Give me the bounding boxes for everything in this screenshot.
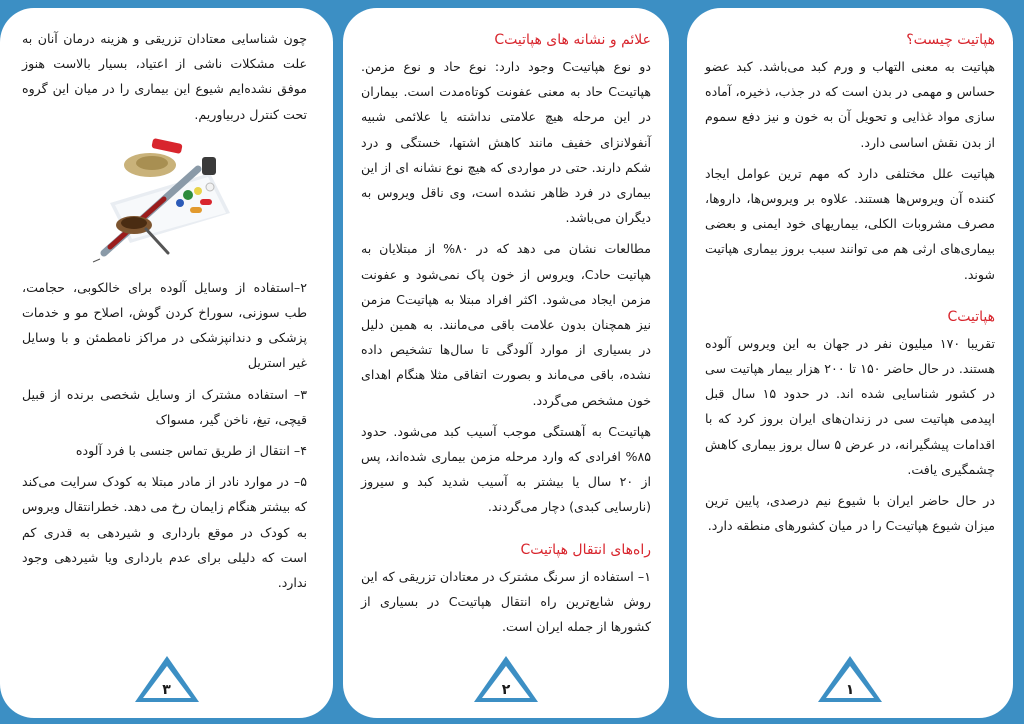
paragraph: هپاتیتC به آهستگی موجب آسیب کبد می‌شود. حدود ۸۵% افرادی که وارد مرحله مزمن بیماری شده‌اند، پس از ۲۰ سال یا بیشتر به آسیب شدید کبد و سیروز (نارسایی کبدی) دچار می‌گردند. [361, 423, 651, 515]
paragraph: دو نوع هپاتیتC وجود دارد: نوع حاد و نوع مزمن. هپاتیتC حاد به معنی عفونت کوتاه‌مدت است. بیماران در این مرحله هیچ علامتی نداشته یا علائمی شبیه آنفولانزای خفیف مانند کاهش اشتها، خستگی و درد شکم دارند. حتی در مواردی که هیچ نوع نشانه ای از این بیماری در فرد ظاهر نشده است، وی ناقل ویروس به دیگران می‌باشد. [361, 59, 651, 226]
page-number-badge [470, 652, 542, 704]
paragraph: ۱– استفاده از سرنگ مشترک در معتادان تزریقی که این روش شایع‌ترین راه انتقال هپاتیتC در بسیاری از کشورها از جمله ایران است. [361, 568, 651, 635]
panel-3-content [22, 26, 307, 601]
heading-symptoms: علائم و نشانه های هپاتیتC [494, 32, 651, 48]
page-number: ۳ [162, 682, 171, 698]
paragraph: چون شناسایی معتادان تزریقی و هزینه درمان آنان به علت مشکلات ناشی از اعتیاد، بسیار بالاست هنوز موفق نشده‌ایم شیوع این بیماری را در میان این گروه تحت کنترل دربیاوریم. [22, 31, 307, 122]
page-number-badge [814, 652, 886, 704]
paragraph: ۲–استفاده از وسایل آلوده برای خالکوبی، حجامت، طب سوزنی، سوراخ کردن گوش، اصلاح مو و خدمات پزشکی و دندانپزشکی در مراکز نامطمئن و با وسایل غیر استریل [22, 279, 307, 371]
syringe-pills-illustration [90, 133, 240, 263]
panel-2-content [361, 26, 651, 645]
heading-hepatitis-c: هپاتیتC [947, 308, 995, 325]
panel-page-2 [343, 8, 669, 718]
heading-transmission: راه‌های انتقال هپاتیتC [520, 541, 651, 558]
drug-paraphernalia-image [90, 133, 240, 263]
paragraph: ۵– در موارد نادر از مادر مبتلا به کودک سرایت می‌کند که بیشتر هنگام زایمان رخ می دهد. خطرانتقال ویروس به کودک در موقع بارداری و شیردهی به قدری کم است که دلیلی برای عدم بارداری ویا شیردهی وجود ندارد. [22, 474, 307, 591]
page-number: ۲ [501, 682, 511, 698]
panel-page-3 [0, 8, 333, 718]
paragraph: ۴– انتقال از طریق تماس جنسی با فرد آلوده [75, 443, 307, 459]
heading-what-is-hepatitis: هپاتیت چیست؟ [906, 32, 995, 48]
paragraph: هپاتیت علل مختلفی دارد که مهم ترین عوامل ایجاد کننده آن ویروس‌ها هستند. علاوه بر ویروس‌ها، داروها، مصرف مشروبات الکلی، بیماریهای خود ایمنی و بعضی بیماری‌های ارثی هم می توانند سبب بروز بیماری هپاتیت شوند. [705, 165, 995, 282]
paragraph: هپاتیت به معنی التهاب و ورم کبد می‌باشد. کبد عضو حساس و مهمی در بدن است که در جذب، ذخیره، آماده سازی مواد غذایی و تحویل آن به خون و نیز دفع سموم از بدن نقش اساسی دارد. [705, 59, 995, 150]
page-number-badge [131, 652, 203, 704]
panel-page-1 [687, 8, 1013, 718]
paragraph: تقریبا ۱۷۰ میلیون نفر در جهان به این ویروس آلوده هستند. در حال حاضر ۱۵۰ تا ۲۰۰ هزار بیمار هپاتیت سی در کشور شناسایی شده اند. در حدود ۱۵ سال قبل اپیدمی هپاتیت سی در زندان‌های ایران بروز کرد که با اقدامات پیشگیرانه، در عرض ۵ سال بروز بیماری کاهش چشمگیری یافت. [705, 335, 996, 477]
panel-1-content [705, 26, 995, 544]
paragraph: در حال حاضر ایران با شیوع نیم درصدی، پایین ترین میزان شیوع هپاتیتC را در میان کشورهای منطقه دارد. [705, 493, 995, 534]
page-number: ۱ [845, 682, 855, 698]
paragraph: ۳– استفاده مشترک از وسایل شخصی برنده از قبیل قیچی، تیغ، ناخن گیر، مسواک [22, 386, 307, 427]
paragraph: مطالعات نشان می دهد که در ۸۰% از مبتلایان به هپاتیت حادC، ویروس از خون پاک نمی‌شود و عفونت مزمن ایجاد می‌شود. اکثر افراد مبتلا به هپاتیتC مزمن نیز همچنان بدون علامت باقی می‌مانند. به همین دلیل در بسیاری از موارد آلودگی تا سال‌ها تشخیص داده نشده، باقی می‌ماند و بصورت اتفاقی مثلا هنگام اهدای خون مشخص می‌گردد. [361, 241, 652, 408]
